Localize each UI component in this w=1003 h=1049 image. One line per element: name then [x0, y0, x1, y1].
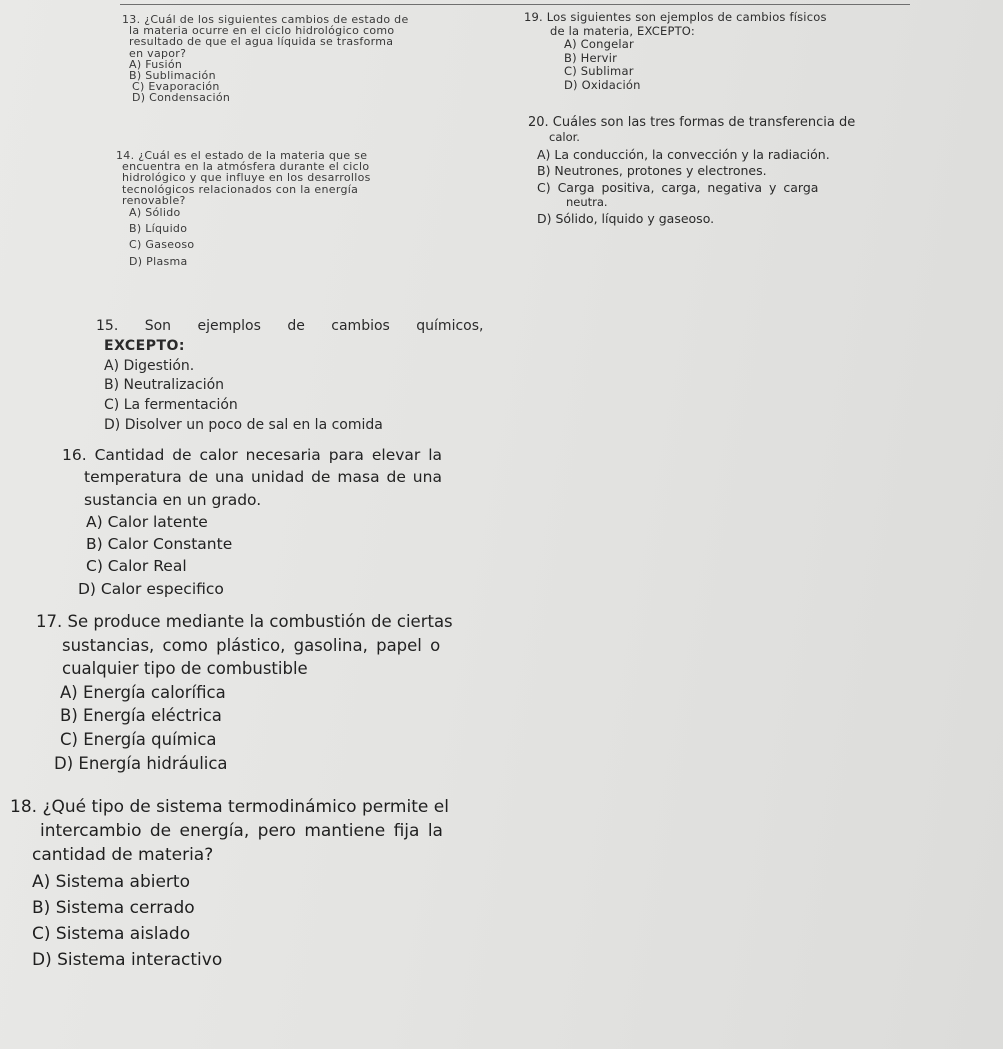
question-14-stem-line: hidrológico y que influye en los desarrollos [122, 171, 371, 185]
question-16-stem-line: sustancia en un grado. [84, 490, 262, 509]
question-19-option-d: D) Oxidación [564, 77, 641, 92]
question-16-option-b: B) Calor Constante [86, 535, 233, 554]
question-16-option-c: C) Calor Real [86, 557, 187, 576]
question-13-stem-line: resultado de que el agua líquida se trasforma [129, 35, 394, 49]
question-20-option-c: C) Carga positiva, carga, negativa y carga [537, 179, 819, 195]
question-13 [122, 14, 490, 104]
question-16-option-a: A) Calor latente [86, 512, 208, 531]
question-17-option-d: D) Energía hidráulica [54, 753, 228, 773]
question-13-option-d: D) Condensación [132, 91, 231, 105]
question-17-option-b: B) Energía eléctrica [60, 706, 222, 726]
question-16 [62, 444, 492, 600]
question-17-stem-line: cualquier tipo de combustible [62, 659, 308, 679]
question-19-option-a: A) Congelar [564, 37, 634, 52]
question-19-stem-line: de la materia, EXCEPTO: [550, 23, 695, 38]
question-18-option-a: A) Sistema abierto [32, 871, 190, 892]
top-rule [120, 4, 910, 5]
question-13-option-b: B) Sublimación [129, 69, 216, 83]
question-16-stem-line: 16. Cantidad de calor necesaria para elevar la [62, 446, 443, 464]
question-17-option-a: A) Energía calorífica [60, 682, 226, 702]
question-17-stem-line: 17. Se produce mediante la combustión de ciertas [36, 612, 453, 631]
question-14-option-c: C) Gaseoso [129, 238, 195, 252]
question-15-option-d: D) Disolver un poco de sal en la comida [104, 416, 383, 433]
question-17-stem-line: sustancias, como plástico, gasolina, papel o [62, 635, 441, 655]
question-13-stem-line: 13. ¿Cuál de los siguientes cambios de estado de [122, 13, 409, 26]
question-14 [116, 150, 490, 267]
question-18 [10, 795, 502, 972]
question-13-option-c: C) Evaporación [132, 80, 220, 94]
question-19 [524, 12, 904, 92]
question-15-stem-line: EXCEPTO: [104, 337, 186, 354]
question-14-stem-line: encuentra en la atmósfera durante el ciclo [122, 160, 370, 174]
question-14-option-b: B) Líquido [129, 222, 188, 236]
question-15-option-c: C) La fermentación [104, 397, 238, 414]
question-20-option-d: D) Sólido, líquido y gaseoso. [537, 211, 715, 227]
question-20-stem-line: 20. Cuáles son las tres formas de transferencia de [528, 115, 856, 130]
question-15-stem-line: 15. Son ejemplos de cambios químicos, [96, 318, 484, 334]
question-14-stem-line: tecnológicos relacionados con la energía [122, 182, 359, 196]
question-14-stem-line: 14. ¿Cuál es el estado de la materia que se [116, 149, 368, 162]
question-13-option-a: A) Fusión [129, 57, 183, 71]
question-20-option-c-continued: neutra. [566, 195, 608, 210]
question-15-option-b: B) Neutralización [104, 377, 225, 394]
question-17 [36, 610, 496, 775]
question-19-option-c: C) Sublimar [564, 64, 634, 79]
question-13-stem-line: en vapor? [129, 46, 187, 60]
question-20 [528, 116, 923, 227]
question-19-stem-line: 19. Los siguientes son ejemplos de cambios físicos [524, 10, 827, 24]
question-18-option-b: B) Sistema cerrado [32, 897, 195, 918]
question-18-stem-line: cantidad de materia? [32, 845, 214, 866]
question-20-stem-line: calor. [549, 130, 580, 145]
question-17-option-c: C) Energía química [60, 729, 217, 749]
question-15-option-a: A) Digestión. [104, 357, 195, 374]
question-16-option-d: D) Calor especifico [78, 579, 224, 598]
question-20-option-a: A) La conducción, la convección y la radiación. [537, 146, 830, 162]
question-18-option-c: C) Sistema aislado [32, 924, 191, 945]
question-18-option-d: D) Sistema interactivo [32, 950, 223, 971]
question-15 [96, 317, 491, 436]
question-14-option-a: A) Sólido [129, 206, 181, 220]
question-16-stem-line: temperatura de una unidad de masa de una [84, 468, 442, 487]
question-14-option-d: D) Plasma [129, 254, 188, 268]
question-13-stem-line: la materia ocurre en el ciclo hidrológico como [129, 24, 395, 38]
question-20-option-b: B) Neutrones, protones y electrones. [537, 163, 767, 179]
question-18-stem-line: 18. ¿Qué tipo de sistema termodinámico permite el [10, 797, 449, 817]
question-19-option-b: B) Hervir [564, 50, 618, 65]
question-18-stem-line: intercambio de energía, pero mantiene fija la [40, 821, 443, 842]
question-14-stem-line: renovable? [122, 193, 186, 207]
